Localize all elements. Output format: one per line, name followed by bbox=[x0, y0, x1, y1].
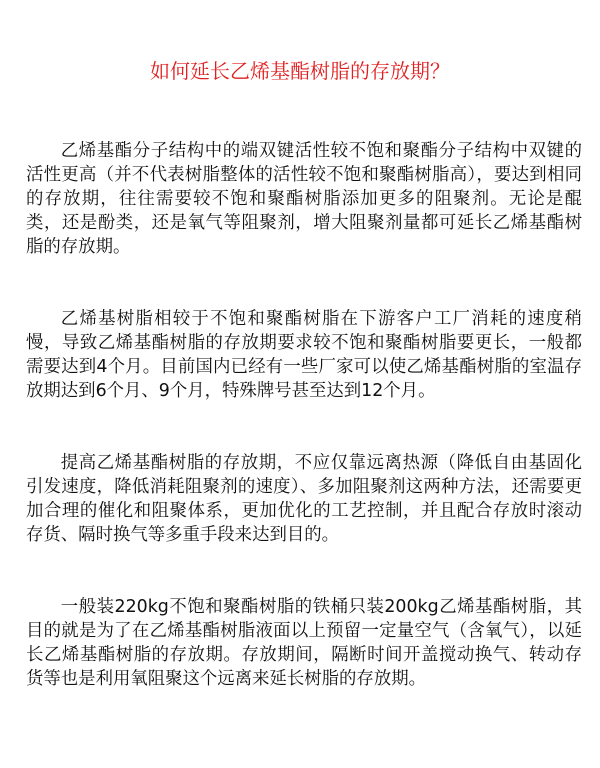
paragraph-4: 一般装220kg不饱和聚酯树脂的铁桶只装200kg乙烯基酯树脂，其目的就是为了在乙烯基酯树脂液面以上预留一定量空气（含氧气），以延长乙烯基酯树脂的存放期。存放期间，隔断时间开盖搅动换气、转动存货等也是利用氧阻聚这个远离来延长树脂的存放期。 bbox=[26, 597, 582, 689]
article-body bbox=[26, 139, 582, 691]
paragraph-2: 乙烯基树脂相较于不饱和聚酯树脂在下游客户工厂消耗的速度稍慢，导致乙烯基酯树脂的存放期要求较不饱和聚酯树脂要更长，一般都需要达到4个月。目前国内已经有一些厂家可以使乙烯基酯树脂的室温存放期达到6个月、9个月，特殊牌号甚至达到12个月。 bbox=[26, 309, 582, 401]
paragraph-3: 提高乙烯基酯树脂的存放期，不应仅靠远离热源（降低自由基固化引发速度，降低消耗阻聚剂的速度）、多加阻聚剂这两种方法，还需要更加合理的催化和阻聚体系，更加优化的工艺控制，并且配合存放时滚动存货、隔时换气等多重手段来达到目的。 bbox=[26, 453, 582, 545]
paragraph-1: 乙烯基酯分子结构中的端双键活性较不饱和聚酯分子结构中双键的活性更高（并不代表树脂整体的活性较不饱和聚酯树脂高），要达到相同的存放期，往往需要较不饱和聚酯树脂添加更多的阻聚剂。无论是醌类，还是酚类，还是氧气等阻聚剂，增大阻聚剂量都可延长乙烯基酯树脂的存放期。 bbox=[26, 141, 582, 257]
article-title: 如何延长乙烯基酯树脂的存放期？ bbox=[150, 59, 450, 83]
